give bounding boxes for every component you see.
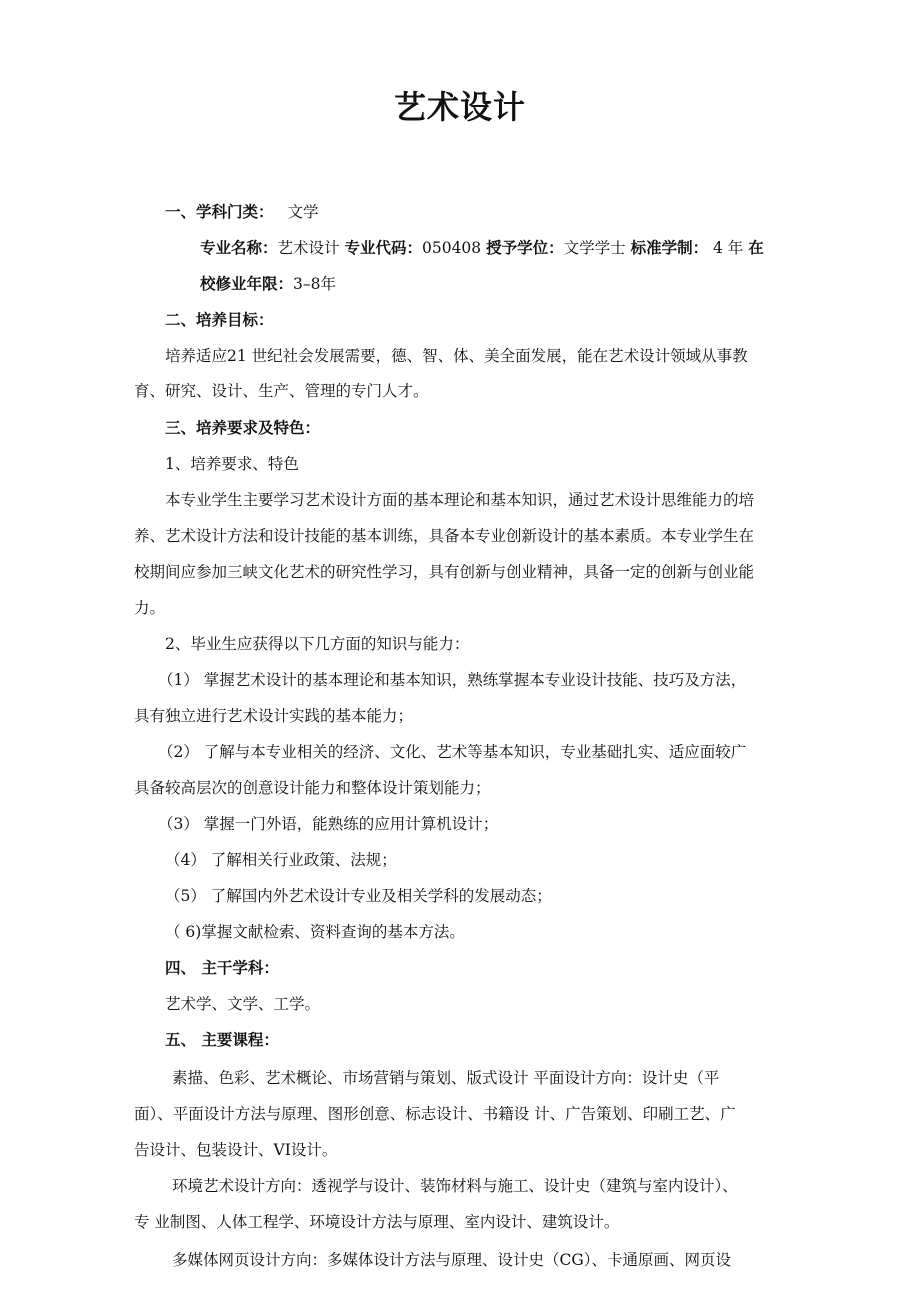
section-1-heading: 一、学科门类： <box>165 203 274 221</box>
requirement-line: 本专业学生主要学习艺术设计方面的基本理论和基本知识，通过艺术设计思维能力的培 <box>165 491 755 509</box>
years-label-a: 在 <box>748 239 764 257</box>
major-name-value: 艺术设计 <box>277 239 340 257</box>
course-line: 告设计、包装设计、VI设计。 <box>134 1141 338 1159</box>
ability-item: （4） 了解相关行业政策、法规； <box>165 851 397 869</box>
section-5-heading: 五、 主要课程： <box>165 1031 279 1049</box>
main-disciplines: 艺术学、文学、工学。 <box>165 995 321 1013</box>
course-line: 多媒体网页设计方向：多媒体设计方法与原理、设计史（CG）、卡通原画、网页设 <box>172 1251 731 1269</box>
major-name-label: 专业名称： <box>200 239 278 257</box>
years-label-b: 校修业年限： <box>200 275 294 293</box>
course-line: 面）、平面设计方法与原理、图形创意、标志设计、书籍设 计、广告策划、印刷工艺、广 <box>134 1105 736 1123</box>
subheading-1: 1、培养要求、特色 <box>165 455 299 473</box>
major-code-value: 050408 <box>421 239 482 257</box>
ability-item-cont: 具备较高层次的创意设计能力和整体设计策划能力； <box>134 779 491 797</box>
ability-item-cont: 具有独立进行艺术设计实践的基本能力； <box>134 707 414 725</box>
degree-value: 文学学士 <box>563 239 626 257</box>
course-line: 专 业制图、人体工程学、环境设计方法与原理、室内设计、建筑设计。 <box>134 1213 620 1231</box>
objective-line: 育、研究、设计、生产、管理的专门人才。 <box>134 382 429 400</box>
duration-value: 4 年 <box>713 239 744 257</box>
years-value: 3–8年 <box>293 275 336 293</box>
course-line: 环境艺术设计方向：透视学与设计、装饰材料与施工、设计史（建筑与室内设计）、 <box>172 1177 738 1195</box>
course-line: 素描、色彩、艺术概论、市场营销与策划、版式设计 平面设计方向：设计史（平 <box>172 1069 720 1087</box>
section-4-heading: 四、 主干学科： <box>165 959 279 977</box>
requirement-line: 校期间应参加三峡文化艺术的研究性学习，具有创新与创业精神，具备一定的创新与创业能 <box>134 563 755 581</box>
requirement-line: 养、艺术设计方法和设计技能的基本训练，具备本专业创新设计的基本素质。本专业学生在 <box>134 527 755 545</box>
subheading-2: 2、毕业生应获得以下几方面的知识与能力： <box>165 635 470 653</box>
degree-label: 授予学位： <box>486 239 564 257</box>
duration-label: 标准学制： <box>630 239 709 257</box>
ability-item: （1） 掌握艺术设计的基本理论和基本知识，熟练掌握本专业设计技能、技巧及方法， <box>158 671 747 689</box>
major-code-label: 专业代码： <box>344 239 422 257</box>
category-value: 文学 <box>287 203 319 221</box>
major-info-line <box>200 238 764 258</box>
ability-item: （5） 了解国内外艺术设计专业及相关学科的发展动态； <box>165 887 552 905</box>
ability-item: （ 6)掌握文献检索、资料查询的基本方法。 <box>165 923 465 941</box>
section-1-line <box>165 202 319 222</box>
section-3-heading: 三、培养要求及特色： <box>165 419 321 437</box>
section-2-heading: 二、培养目标： <box>165 311 274 329</box>
page-title: 艺术设计 <box>393 88 526 126</box>
ability-item: （2） 了解与本专业相关的经济、文化、艺术等基本知识，专业基础扎实、适应面较广 <box>158 743 747 761</box>
years-line <box>200 274 336 294</box>
requirement-line: 力。 <box>134 599 166 617</box>
ability-item: （3） 掌握一门外语，能熟练的应用计算机设计； <box>158 815 499 833</box>
objective-line: 培养适应21 世纪社会发展需要，德、智、体、美全面发展，能在艺术设计领域从事教 <box>165 347 748 365</box>
